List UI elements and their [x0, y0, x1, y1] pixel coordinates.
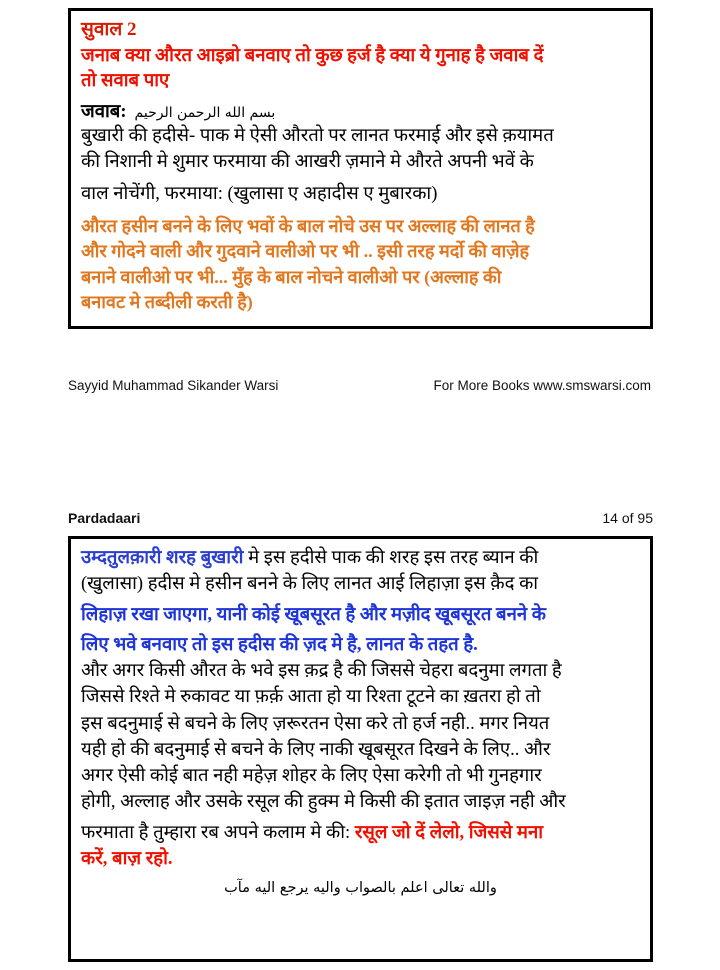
answer-label: जवाब: [81, 101, 127, 122]
answer-box-bottom [68, 536, 653, 962]
bottom-line-1-rest: मे इस हदीसे पाक की शरह इस तरह ब्यान की [243, 548, 539, 568]
bottom-body-line-5: अगर ऐसी कोई बात नही महेज़ शोहर के लिए ऐसा करेगी तो भी गुनहगार [81, 766, 542, 787]
highlight-line-3: बनाने वालीओ पर भी... मुँह के बाल नोचने वालीओ पर (अल्लाह की [81, 266, 502, 287]
bottom-body-line-6: होगी, अल्लाह और उसके रसूल की हुक्म मे किसी की इतात जाइज़ नही और [81, 792, 566, 813]
highlight-line-4: बनावट मे तब्दीली करती है) [81, 292, 253, 313]
bottom-body-line-3: इस बदनुमाई से बचने के लिए ज़रूरतन ऐसा करे तो हर्ज नही.. मगर नियत [81, 713, 550, 734]
bottom-line-3: लिहाज़ रखा जाएगा, यानी कोई खूबसूरत है और मज़ीद खूबसूरत बनने के [81, 604, 546, 625]
book-title: Pardadaari [68, 510, 141, 526]
bottom-quote-line-1 [81, 820, 640, 846]
body-line-2: की निशानी मे शुमार फरमाया की आखरी ज़माने मे औरते अपनी भवें के [81, 152, 534, 173]
highlight-line-2: और गोदने वाली और गुदवाने वालीओ पर भी .. इसी तरह मर्दो की वाज़ेह [81, 241, 530, 262]
closing-arabic-text: والله تعالى اعلم بالصواب واليه يرجع اليه مآب [224, 880, 497, 897]
bottom-line-2: (खुलासा) हदीस मे हसीन बनने के लिए लानत आई लिहाज़ा इस क़ैद का [81, 574, 539, 595]
bottom-body-line-4: यही हो की बदनुमाई से बचने के लिए नाकी खूबसूरत दिखने के लिए.. और [81, 739, 551, 760]
page-header-bottom [68, 510, 653, 526]
bottom-body-line-1: और अगर किसी औरत के भवे इस क़द्र है की जिससे चेहरा बदनुमा लगता है [81, 661, 562, 682]
body-line-1: बुखारी की हदीसे- पाक मे ऐसी औरतो पर लानत फरमाई और इसे क़यामत [81, 125, 554, 146]
quote-highlight-1: रसूल जो दें लेलो, जिससे मना [354, 822, 544, 843]
bottom-line-4: लिए भवे बनवाए तो इस हदीस की ज़द मे है, लानत के तहत है. [81, 634, 478, 655]
bottom-quote-line-2: करें, बाज़ रहो. [81, 848, 173, 869]
page-footer-top [68, 378, 653, 393]
question-text-line-2: तो सवाब पाए [81, 70, 170, 91]
question-text-line-1: जनाब क्या औरत आइब्रो बनवाए तो कुछ हर्ज है क्या ये गुनाह है जवाब दें [81, 45, 544, 66]
question-heading: सुवाल 2 [81, 19, 137, 40]
footer-more-books: For More Books www.smswarsi.com [433, 378, 651, 393]
body-line-3: वाल नोचेंगी, फरमाया: (खुलासा ए अहादीस ए मुबारका) [81, 184, 438, 205]
question-answer-box-top [68, 8, 653, 329]
bottom-body-line-2: जिससे रिश्ते मे रुकावट या फ़र्क़ आता हो या रिश्ता टूटने का ख़तरा हो तो [81, 687, 541, 708]
page-number: 14 of 95 [602, 510, 653, 526]
bottom-line-1-source: उम्दतुलक़ारी शरह बुखारी [81, 548, 244, 568]
bottom-line-1 [81, 545, 640, 571]
highlight-line-1: औरत हसीन बनने के लिए भवों के बाल नोचे उस पर अल्लाह की लानत है [81, 215, 535, 236]
quote-intro: फरमाता है तुम्हारा रब अपने कलाम मे की: [81, 822, 355, 843]
answer-label-row [81, 98, 640, 123]
bismillah-text: بسم الله الرحمن الرحيم [134, 104, 276, 121]
footer-author: Sayyid Muhammad Sikander Warsi [68, 378, 279, 393]
